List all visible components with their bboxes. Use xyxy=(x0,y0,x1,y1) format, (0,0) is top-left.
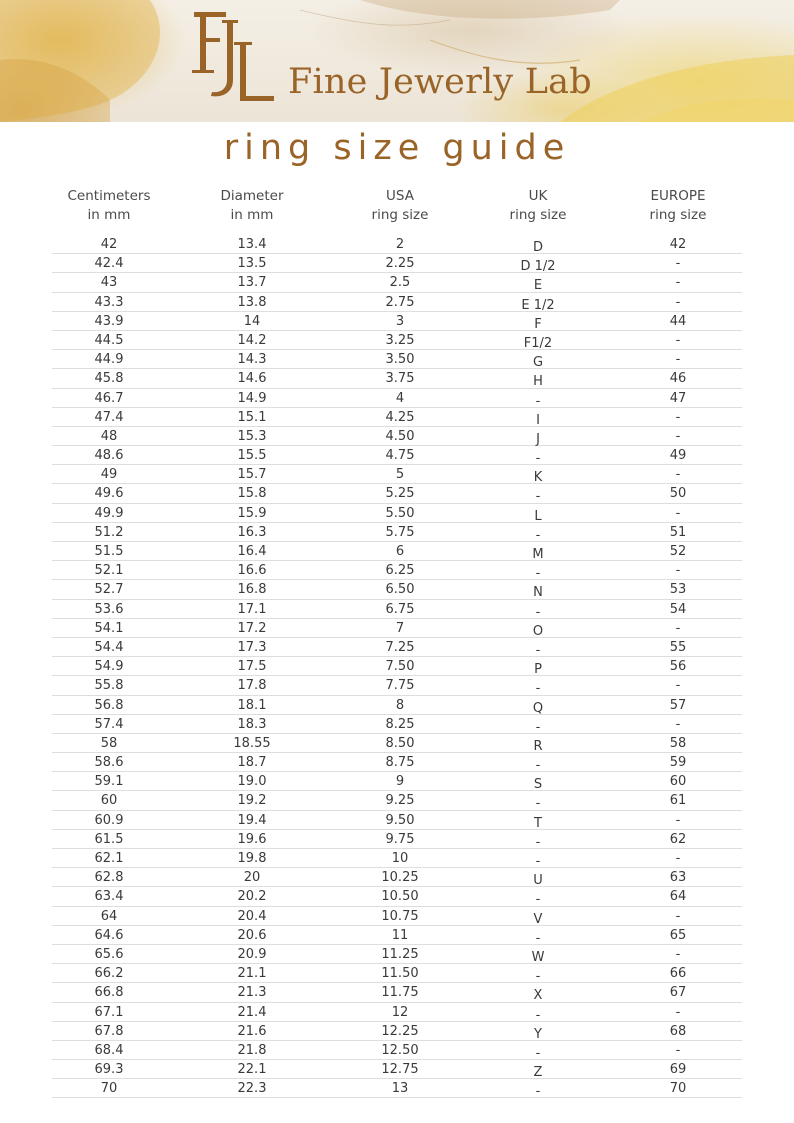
cell-usa: 3.75 xyxy=(385,371,415,387)
table-row xyxy=(52,504,742,523)
cell-usa: 9.75 xyxy=(385,831,415,847)
cell-diameter: 13.7 xyxy=(237,275,267,291)
table-row xyxy=(52,676,742,695)
table-body xyxy=(52,235,742,1098)
table-row xyxy=(52,465,742,484)
cell-uk: P xyxy=(534,662,542,678)
table-row xyxy=(52,331,742,350)
cell-uk: X xyxy=(533,988,543,1004)
cell-usa: 5 xyxy=(395,467,405,483)
cell-diameter: 17.1 xyxy=(237,601,267,617)
cell-centimeters: 46.7 xyxy=(94,390,124,406)
cell-usa: 12 xyxy=(391,1004,409,1020)
cell-europe: - xyxy=(675,275,681,291)
cell-uk: Y xyxy=(534,1026,542,1042)
cell-diameter: 17.8 xyxy=(237,678,267,694)
cell-europe: 54 xyxy=(669,601,687,617)
table-row xyxy=(52,868,742,887)
table-row xyxy=(52,791,742,810)
cell-uk: K xyxy=(533,470,543,486)
cell-diameter: 19.2 xyxy=(237,793,267,809)
brand-name: Fine Jewerly Lab xyxy=(288,62,592,102)
header-line: ring size xyxy=(649,207,707,223)
table-header xyxy=(52,187,742,235)
cell-europe: 55 xyxy=(669,639,687,655)
cell-usa: 8.75 xyxy=(385,755,415,771)
cell-europe: - xyxy=(675,908,681,924)
cell-usa: 12.75 xyxy=(381,1062,419,1078)
cell-usa: 2.5 xyxy=(389,275,411,291)
table-row xyxy=(52,484,742,503)
cell-centimeters: 51.5 xyxy=(94,544,124,559)
table-row xyxy=(52,446,742,465)
cell-centimeters: 42 xyxy=(100,237,118,252)
cell-uk: - xyxy=(535,451,541,467)
cell-centimeters: 70 xyxy=(100,1081,118,1097)
cell-diameter: 18.1 xyxy=(237,697,267,713)
header-line: Centimeters xyxy=(67,188,151,204)
header-line: ring size xyxy=(509,207,567,223)
cell-diameter: 21.6 xyxy=(237,1023,267,1039)
cell-usa: 13 xyxy=(391,1081,409,1097)
cell-diameter: 20.9 xyxy=(237,946,267,962)
cell-uk: H xyxy=(533,374,543,390)
cell-centimeters: 64 xyxy=(100,908,118,924)
table-row xyxy=(52,638,742,657)
cell-europe: - xyxy=(675,352,681,368)
cell-uk: E xyxy=(533,278,543,294)
cell-usa: 4.25 xyxy=(385,409,415,425)
table-row xyxy=(52,1060,742,1079)
cell-uk: E 1/2 xyxy=(521,297,555,313)
header-uk xyxy=(462,187,614,235)
cell-usa: 9.25 xyxy=(385,793,415,809)
header-usa xyxy=(338,187,462,235)
cell-usa: 10 xyxy=(391,851,409,866)
cell-usa: 8.25 xyxy=(385,716,415,732)
cell-centimeters: 43 xyxy=(100,275,118,291)
cell-usa: 6.75 xyxy=(385,601,415,617)
table-row xyxy=(52,600,742,619)
cell-centimeters: 53.6 xyxy=(94,601,124,617)
cell-uk: W xyxy=(531,949,545,965)
cell-diameter: 14.9 xyxy=(237,390,267,406)
cell-usa: 9 xyxy=(395,774,405,790)
cell-centimeters: 63.4 xyxy=(94,889,124,905)
cell-diameter: 20 xyxy=(243,870,261,886)
cell-centimeters: 60 xyxy=(100,793,118,809)
header-line: in mm xyxy=(230,207,274,223)
cell-uk: - xyxy=(535,719,541,735)
cell-usa: 3 xyxy=(395,313,405,329)
cell-centimeters: 49.9 xyxy=(94,505,124,521)
cell-usa: 12.50 xyxy=(381,1042,419,1058)
cell-centimeters: 48.6 xyxy=(94,448,124,464)
table-row xyxy=(52,561,742,580)
cell-europe: 53 xyxy=(669,582,687,598)
cell-usa: 4 xyxy=(395,390,405,406)
table-row xyxy=(52,715,742,734)
cell-europe: 67 xyxy=(669,985,687,1001)
cell-usa: 3.50 xyxy=(385,352,415,368)
cell-europe: 69 xyxy=(669,1062,687,1078)
cell-diameter: 20.4 xyxy=(237,908,267,924)
cell-usa: 10.50 xyxy=(381,889,419,905)
table-row xyxy=(52,887,742,906)
cell-europe: - xyxy=(675,851,681,866)
cell-usa: 4.50 xyxy=(385,428,415,444)
table-row xyxy=(52,945,742,964)
ring-size-table xyxy=(52,187,742,1098)
cell-uk: Z xyxy=(533,1065,543,1081)
cell-europe: 52 xyxy=(669,544,687,559)
cell-europe: 46 xyxy=(669,371,687,387)
table-row xyxy=(52,772,742,791)
cell-europe: - xyxy=(675,812,681,828)
cell-centimeters: 51.2 xyxy=(94,524,124,540)
cell-europe: 66 xyxy=(669,966,687,982)
cell-uk: - xyxy=(535,642,541,658)
cell-diameter: 21.4 xyxy=(237,1004,267,1020)
cell-usa: 11.50 xyxy=(381,966,419,982)
cell-uk: - xyxy=(535,758,541,774)
cell-uk: T xyxy=(534,815,542,831)
header-centimeters xyxy=(52,187,166,235)
cell-uk: D xyxy=(532,240,543,255)
table-row xyxy=(52,254,742,273)
cell-diameter: 15.7 xyxy=(237,467,267,483)
cell-usa: 2.25 xyxy=(385,256,415,272)
cell-europe: 64 xyxy=(669,889,687,905)
cell-europe: - xyxy=(675,678,681,694)
table-row xyxy=(52,389,742,408)
table-row xyxy=(52,734,742,753)
cell-centimeters: 64.6 xyxy=(94,927,124,943)
cell-diameter: 15.8 xyxy=(237,486,267,502)
cell-europe: 44 xyxy=(669,313,687,329)
table-row xyxy=(52,657,742,676)
cell-usa: 11.75 xyxy=(381,985,419,1001)
cell-centimeters: 62.1 xyxy=(94,851,124,866)
cell-centimeters: 61.5 xyxy=(94,831,124,847)
table-row xyxy=(52,1041,742,1060)
cell-diameter: 19.4 xyxy=(237,812,267,828)
cell-europe: - xyxy=(675,620,681,636)
cell-diameter: 21.1 xyxy=(237,966,267,982)
cell-europe: 70 xyxy=(669,1081,687,1097)
cell-centimeters: 68.4 xyxy=(94,1042,124,1058)
cell-diameter: 13.5 xyxy=(237,256,267,272)
table-row xyxy=(52,849,742,868)
cell-usa: 7.50 xyxy=(385,659,415,675)
cell-centimeters: 65.6 xyxy=(94,946,124,962)
cell-diameter: 16.6 xyxy=(237,563,267,579)
cell-diameter: 14.3 xyxy=(237,352,267,368)
cell-europe: 60 xyxy=(669,774,687,790)
cell-centimeters: 54.9 xyxy=(94,659,124,675)
cell-diameter: 17.5 xyxy=(237,659,267,675)
cell-usa: 5.75 xyxy=(385,524,415,540)
cell-centimeters: 44.5 xyxy=(94,332,124,348)
cell-centimeters: 58 xyxy=(100,735,118,751)
cell-uk: V xyxy=(533,911,543,927)
cell-diameter: 13.8 xyxy=(237,294,267,310)
cell-europe: - xyxy=(675,332,681,348)
cell-centimeters: 66.2 xyxy=(94,966,124,982)
cell-uk: G xyxy=(532,355,544,371)
cell-centimeters: 62.8 xyxy=(94,870,124,886)
cell-uk: U xyxy=(533,873,543,889)
cell-centimeters: 56.8 xyxy=(94,697,124,713)
cell-uk: - xyxy=(535,681,541,697)
table-row xyxy=(52,293,742,312)
header-line: Diameter xyxy=(220,188,284,204)
cell-diameter: 19.0 xyxy=(237,774,267,790)
cell-uk: R xyxy=(533,738,543,754)
cell-centimeters: 45.8 xyxy=(94,371,124,387)
watercolor-wash xyxy=(0,0,794,122)
cell-diameter: 13.4 xyxy=(237,237,267,252)
cell-europe: - xyxy=(675,716,681,732)
header-banner xyxy=(0,0,794,122)
cell-europe: 42 xyxy=(669,237,687,252)
table-row xyxy=(52,1079,742,1098)
cell-usa: 3.25 xyxy=(385,332,415,348)
cell-uk: - xyxy=(535,566,541,582)
cell-centimeters: 59.1 xyxy=(94,774,124,790)
cell-europe: - xyxy=(675,563,681,579)
table-row xyxy=(52,408,742,427)
page-title: ring size guide xyxy=(223,128,571,168)
cell-usa: 9.50 xyxy=(385,812,415,828)
cell-uk: - xyxy=(535,930,541,946)
cell-europe: 47 xyxy=(669,390,687,406)
table-row xyxy=(52,1003,742,1022)
cell-usa: 11.25 xyxy=(381,946,419,962)
cell-europe: 49 xyxy=(669,448,687,464)
cell-europe: 63 xyxy=(669,870,687,886)
cell-europe: - xyxy=(675,946,681,962)
cell-diameter: 16.8 xyxy=(237,582,267,598)
cell-usa: 7.75 xyxy=(385,678,415,694)
cell-centimeters: 66.8 xyxy=(94,985,124,1001)
cell-diameter: 22.1 xyxy=(237,1062,267,1078)
cell-usa: 12.25 xyxy=(381,1023,419,1039)
cell-uk: F xyxy=(534,316,542,332)
cell-diameter: 17.2 xyxy=(237,620,267,636)
cell-uk: J xyxy=(536,431,540,447)
cell-centimeters: 43.3 xyxy=(94,294,124,310)
table-row xyxy=(52,983,742,1002)
cell-europe: - xyxy=(675,294,681,310)
table-row xyxy=(52,580,742,599)
cell-usa: 4.75 xyxy=(385,448,415,464)
cell-centimeters: 52.7 xyxy=(94,582,124,598)
cell-centimeters: 54.1 xyxy=(94,620,124,636)
cell-diameter: 14.6 xyxy=(237,371,267,387)
header-diameter xyxy=(166,187,338,235)
cell-europe: 65 xyxy=(669,927,687,943)
table-row xyxy=(52,926,742,945)
cell-centimeters: 48 xyxy=(100,428,118,444)
cell-diameter: 14 xyxy=(243,313,261,329)
cell-diameter: 19.6 xyxy=(237,831,267,847)
cell-usa: 7 xyxy=(395,620,405,636)
cell-diameter: 14.2 xyxy=(237,332,267,348)
cell-uk: - xyxy=(535,489,541,505)
cell-centimeters: 49 xyxy=(100,467,118,483)
cell-centimeters: 52.1 xyxy=(94,563,124,579)
cell-centimeters: 43.9 xyxy=(94,313,124,329)
cell-centimeters: 42.4 xyxy=(94,256,124,272)
cell-diameter: 18.55 xyxy=(233,735,271,751)
cell-centimeters: 67.8 xyxy=(94,1023,124,1039)
cell-centimeters: 60.9 xyxy=(94,812,124,828)
cell-usa: 6.50 xyxy=(385,582,415,598)
cell-diameter: 18.7 xyxy=(237,755,267,771)
cell-europe: 61 xyxy=(669,793,687,809)
cell-europe: 56 xyxy=(669,659,687,675)
cell-uk: - xyxy=(535,969,541,985)
table-row xyxy=(52,811,742,830)
cell-europe: 68 xyxy=(669,1023,687,1039)
cell-europe: - xyxy=(675,1042,681,1058)
cell-europe: - xyxy=(675,1004,681,1020)
cell-usa: 2.75 xyxy=(385,294,415,310)
cell-centimeters: 58.6 xyxy=(94,755,124,771)
header-line: ring size xyxy=(371,207,429,223)
cell-centimeters: 69.3 xyxy=(94,1062,124,1078)
cell-uk: - xyxy=(535,1084,541,1100)
cell-centimeters: 57.4 xyxy=(94,716,124,732)
cell-usa: 8 xyxy=(395,697,405,713)
cell-diameter: 22.3 xyxy=(237,1081,267,1097)
cell-europe: - xyxy=(675,505,681,521)
cell-diameter: 16.3 xyxy=(237,524,267,540)
table-row xyxy=(52,235,742,254)
table-row xyxy=(52,350,742,369)
table-row xyxy=(52,753,742,772)
cell-europe: 58 xyxy=(669,735,687,751)
cell-europe: - xyxy=(675,428,681,444)
cell-diameter: 21.8 xyxy=(237,1042,267,1058)
cell-europe: 51 xyxy=(669,524,687,540)
header-line: EUROPE xyxy=(650,188,706,204)
table-row xyxy=(52,830,742,849)
cell-diameter: 15.9 xyxy=(237,505,267,521)
table-row xyxy=(52,619,742,638)
cell-uk: L xyxy=(534,508,542,524)
cell-usa: 6.25 xyxy=(385,563,415,579)
table-row xyxy=(52,696,742,715)
cell-usa: 11 xyxy=(391,927,409,943)
cell-diameter: 15.1 xyxy=(237,409,267,425)
cell-usa: 6 xyxy=(395,544,405,559)
cell-uk: M xyxy=(532,547,544,562)
cell-europe: 50 xyxy=(669,486,687,502)
table-row xyxy=(52,312,742,331)
cell-diameter: 19.8 xyxy=(237,851,267,866)
cell-europe: - xyxy=(675,256,681,272)
cell-uk: - xyxy=(535,527,541,543)
cell-usa: 8.50 xyxy=(385,735,415,751)
cell-europe: - xyxy=(675,409,681,425)
monogram-logo-icon xyxy=(186,8,278,104)
cell-uk: Q xyxy=(532,700,544,716)
cell-uk: - xyxy=(535,854,541,869)
table-row xyxy=(52,427,742,446)
cell-uk: D 1/2 xyxy=(520,259,556,275)
cell-uk: - xyxy=(535,796,541,812)
cell-uk: S xyxy=(533,777,543,793)
cell-diameter: 15.5 xyxy=(237,448,267,464)
cell-centimeters: 49.6 xyxy=(94,486,124,502)
cell-europe: 57 xyxy=(669,697,687,713)
table-row xyxy=(52,542,742,561)
cell-uk: - xyxy=(535,1007,541,1023)
cell-diameter: 15.3 xyxy=(237,428,267,444)
cell-uk: - xyxy=(535,892,541,908)
cell-centimeters: 54.4 xyxy=(94,639,124,655)
cell-centimeters: 55.8 xyxy=(94,678,124,694)
table-row xyxy=(52,907,742,926)
cell-diameter: 20.6 xyxy=(237,927,267,943)
cell-diameter: 18.3 xyxy=(237,716,267,732)
cell-usa: 2 xyxy=(395,237,405,252)
cell-centimeters: 47.4 xyxy=(94,409,124,425)
cell-diameter: 17.3 xyxy=(237,639,267,655)
cell-uk: I xyxy=(536,412,540,428)
cell-diameter: 20.2 xyxy=(237,889,267,905)
header-europe xyxy=(614,187,742,235)
table-row xyxy=(52,523,742,542)
header-line: UK xyxy=(528,188,548,204)
cell-diameter: 16.4 xyxy=(237,544,267,559)
cell-uk: - xyxy=(535,1045,541,1061)
cell-usa: 5.25 xyxy=(385,486,415,502)
table-row xyxy=(52,369,742,388)
cell-europe: 59 xyxy=(669,755,687,771)
cell-usa: 7.25 xyxy=(385,639,415,655)
cell-uk: F1/2 xyxy=(523,335,553,351)
cell-uk: - xyxy=(535,604,541,620)
header-line: USA xyxy=(386,188,414,204)
table-row xyxy=(52,964,742,983)
cell-uk: N xyxy=(533,585,543,601)
cell-usa: 10.25 xyxy=(381,870,419,886)
cell-centimeters: 67.1 xyxy=(94,1004,124,1020)
cell-uk: - xyxy=(535,834,541,850)
cell-usa: 5.50 xyxy=(385,505,415,521)
cell-uk: O xyxy=(532,623,544,639)
table-row xyxy=(52,273,742,292)
cell-usa: 10.75 xyxy=(381,908,419,924)
cell-centimeters: 44.9 xyxy=(94,352,124,368)
cell-uk: - xyxy=(535,393,541,409)
cell-diameter: 21.3 xyxy=(237,985,267,1001)
cell-europe: - xyxy=(675,467,681,483)
table-row xyxy=(52,1022,742,1041)
header-line: in mm xyxy=(87,207,131,223)
cell-europe: 62 xyxy=(669,831,687,847)
